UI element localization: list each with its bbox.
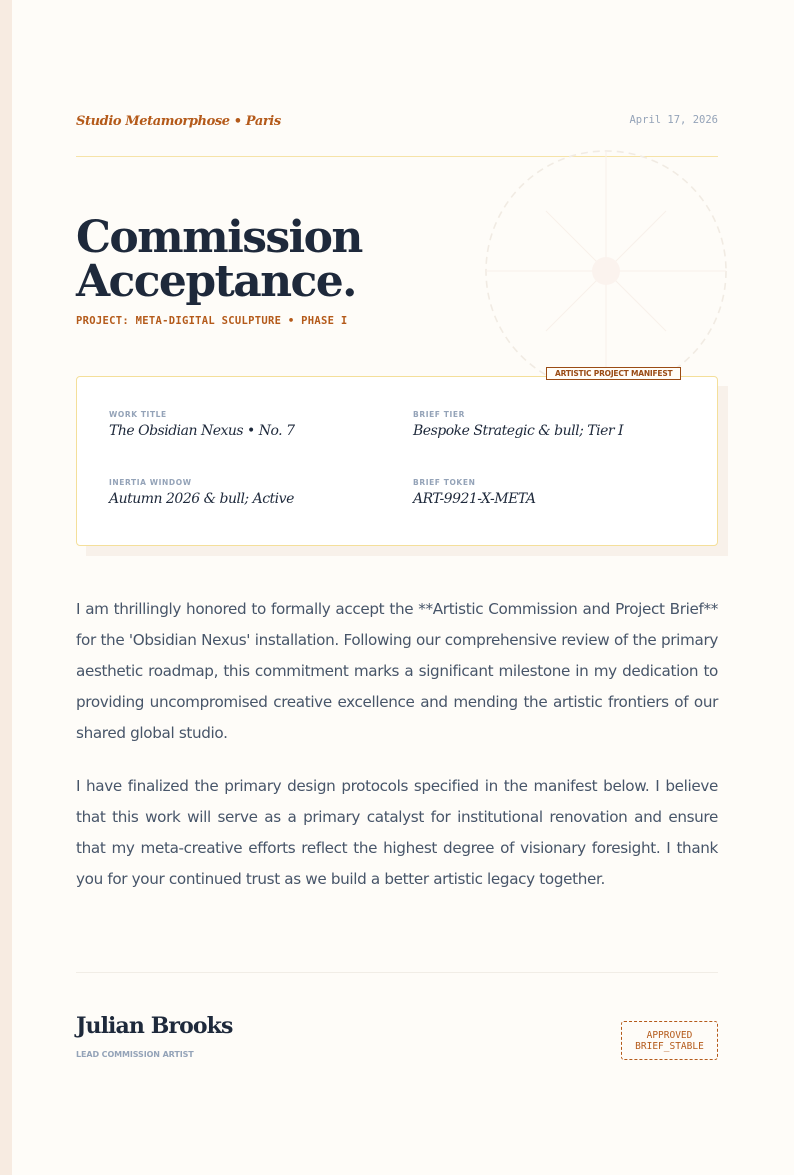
title-line-2: Acceptance.: [76, 256, 356, 307]
field-value: Autumn 2026 & bull; Active: [109, 491, 294, 507]
field-label: BRIEF TIER: [413, 410, 465, 419]
approval-stamp: [621, 1021, 718, 1060]
body-paragraph-2: I have finalized the primary design protocols specified in the manifest below. I believe that this work will serve as a primary catalyst for institutional renovation and ensure that my meta-creative efforts reflect the highest degree of visionary foresight. I thank you for your continued trust as we build a better artistic legacy together.: [76, 777, 718, 888]
field-label: BRIEF TOKEN: [413, 478, 476, 487]
manifest-card: [76, 369, 718, 546]
field-inertia-window: [109, 478, 294, 507]
field-brief-token: [413, 478, 535, 507]
letter-date: April 17, 2026: [629, 114, 718, 126]
manifest-badge: ARTISTIC PROJECT MANIFEST: [546, 367, 681, 380]
field-brief-tier: [413, 410, 623, 439]
field-value: ART-9921-X-META: [413, 491, 536, 507]
studio-name: Studio Metamorphose • Paris: [76, 114, 281, 129]
field-value: The Obsidian Nexus • No. 7: [109, 423, 295, 439]
field-work-title: [109, 410, 294, 439]
stamp-line-1: APPROVED: [646, 1030, 693, 1041]
compass-ornament-icon: [484, 149, 728, 393]
footer-divider: [76, 972, 718, 973]
signer-name: Julian Brooks: [76, 1013, 233, 1039]
letter-header: [76, 114, 718, 134]
field-label: WORK TITLE: [109, 410, 167, 419]
field-label: INERTIA WINDOW: [109, 478, 192, 487]
stamp-line-2: BRIEF_STABLE: [635, 1041, 704, 1052]
project-subtitle: PROJECT: META-DIGITAL SCULPTURE • PHASE I: [76, 315, 348, 327]
body-paragraph-1: I am thrillingly honored to formally accept the **Artistic Commission and Project Brief** for the 'Obsidian Nexus' installation. Following our comprehensive review of the primary aesthetic roadmap, this commitment marks a significant milestone in my dedication to providing uncompromised creative excellence and mending the artistic frontiers of our shared global studio.: [76, 600, 718, 742]
page-title: [76, 212, 362, 307]
title-line-1: Commission: [76, 212, 362, 263]
field-value: Bespoke Strategic & bull; Tier I: [413, 423, 624, 439]
side-accent-stripe: [0, 0, 12, 1175]
signer-role: LEAD COMMISSION ARTIST: [76, 1050, 194, 1059]
